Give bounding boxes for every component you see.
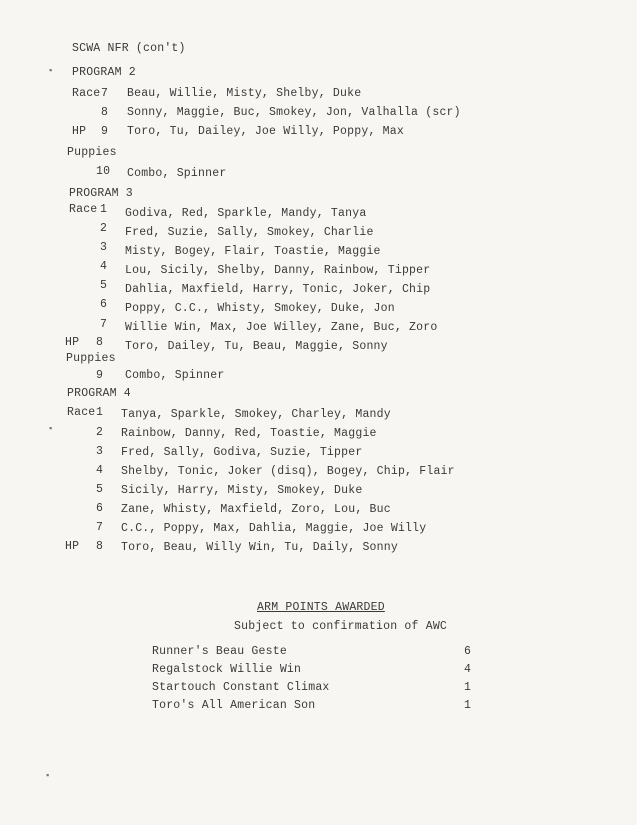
race-number: 1 <box>96 406 104 419</box>
race-entries: C.C., Poppy, Max, Dahlia, Maggie, Joe Willy <box>121 522 427 535</box>
race-number: 2 <box>100 222 108 235</box>
points-dog-name: Startouch Constant Climax <box>152 681 330 694</box>
puppies-label: Puppies <box>67 146 117 159</box>
race-entries: Rainbow, Danny, Red, Toastie, Maggie <box>121 427 377 440</box>
race-number: 3 <box>100 241 108 254</box>
race-number: 5 <box>100 279 108 292</box>
points-dog-name: Runner's Beau Geste <box>152 645 287 658</box>
race-number: 8 <box>96 540 104 553</box>
race-entries: Poppy, C.C., Whisty, Smokey, Duke, Jon <box>125 302 395 315</box>
race-number: 6 <box>100 298 108 311</box>
points-dog-name: Regalstock Willie Win <box>152 663 302 676</box>
race-entries: Sonny, Maggie, Buc, Smokey, Jon, Valhalla (scr) <box>127 106 461 119</box>
race-label: HP <box>72 125 87 138</box>
race-label: HP <box>65 336 80 349</box>
race-entries: Toro, Tu, Dailey, Joe Willy, Poppy, Max <box>127 125 404 138</box>
program-3-title: PROGRAM 3 <box>69 187 133 200</box>
race-entries: Sicily, Harry, Misty, Smokey, Duke <box>121 484 363 497</box>
race-number: 7 <box>101 87 109 100</box>
points-value: 6 <box>464 645 472 658</box>
race-number: 5 <box>96 483 104 496</box>
points-subtitle: Subject to confirmation of AWC <box>234 620 448 633</box>
points-value: 1 <box>464 681 472 694</box>
race-label: Race <box>72 87 101 100</box>
race-label: Race <box>67 406 96 419</box>
race-entries: Fred, Suzie, Sally, Smokey, Charlie <box>125 226 374 239</box>
race-entries: Zane, Whisty, Maxfield, Zoro, Lou, Buc <box>121 503 391 516</box>
race-entries: Shelby, Tonic, Joker (disq), Bogey, Chip, Flair <box>121 465 455 478</box>
document-header: SCWA NFR (con't) <box>72 42 186 55</box>
race-entries: Fred, Sally, Godiva, Suzie, Tipper <box>121 446 363 459</box>
race-number: 8 <box>101 106 109 119</box>
race-entries: Beau, Willie, Misty, Shelby, Duke <box>127 87 362 100</box>
points-value: 1 <box>464 699 472 712</box>
race-entries: Tanya, Sparkle, Smokey, Charley, Mandy <box>121 408 391 421</box>
race-number: 10 <box>96 165 111 178</box>
race-entries: Misty, Bogey, Flair, Toastie, Maggie <box>125 245 381 258</box>
race-label: HP <box>65 540 80 553</box>
race-entries: Dahlia, Maxfield, Harry, Tonic, Joker, Chip <box>125 283 431 296</box>
race-label: Race <box>69 203 98 216</box>
race-number: 7 <box>96 521 104 534</box>
program-4-title: PROGRAM 4 <box>67 387 131 400</box>
race-number: 3 <box>96 445 104 458</box>
race-entries: Toro, Beau, Willy Win, Tu, Daily, Sonny <box>121 541 398 554</box>
race-number: 2 <box>96 426 104 439</box>
race-entries: Combo, Spinner <box>125 369 225 382</box>
race-entries: Lou, Sicily, Shelby, Danny, Rainbow, Tipper <box>125 264 431 277</box>
race-number: 6 <box>96 502 104 515</box>
margin-mark: ▪ <box>45 771 51 781</box>
race-entries: Godiva, Red, Sparkle, Mandy, Tanya <box>125 207 367 220</box>
race-number: 4 <box>96 464 104 477</box>
points-dog-name: Toro's All American Son <box>152 699 316 712</box>
race-number: 4 <box>100 260 108 273</box>
race-number: 9 <box>96 369 104 382</box>
race-number: 9 <box>101 125 109 138</box>
race-entries: Willie Win, Max, Joe Willey, Zane, Buc, Zoro <box>125 321 438 334</box>
points-title: ARM POINTS AWARDED <box>257 601 385 614</box>
race-entries: Combo, Spinner <box>127 167 227 180</box>
race-number: 7 <box>100 318 108 331</box>
race-entries: Toro, Dailey, Tu, Beau, Maggie, Sonny <box>125 340 388 353</box>
margin-mark: ▪ <box>48 424 54 434</box>
puppies-label: Puppies <box>66 352 116 365</box>
race-number: 8 <box>96 336 104 349</box>
points-value: 4 <box>464 663 472 676</box>
program-2-title: PROGRAM 2 <box>72 66 136 79</box>
race-number: 1 <box>100 203 108 216</box>
margin-mark: ▪ <box>48 66 54 76</box>
